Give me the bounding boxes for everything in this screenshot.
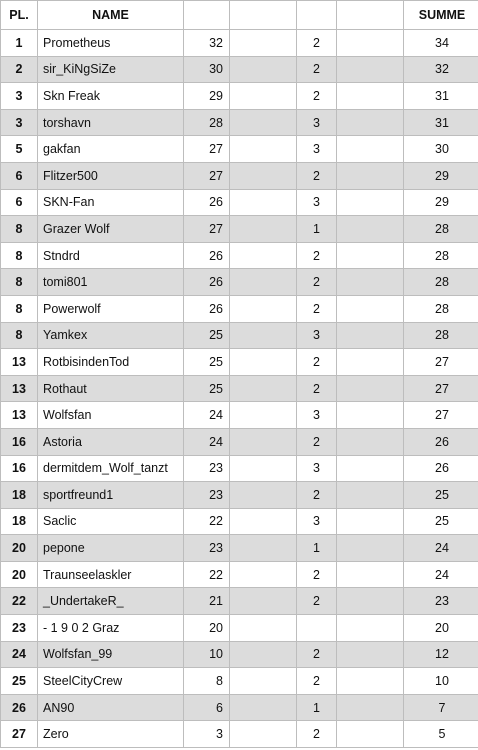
cell-name: torshavn — [38, 109, 184, 136]
cell-col-b — [230, 109, 297, 136]
cell-sum: 20 — [404, 615, 478, 642]
cell-col-a: 25 — [184, 349, 230, 376]
cell-col-d — [337, 56, 404, 83]
cell-col-c: 2 — [297, 242, 337, 269]
cell-sum: 30 — [404, 136, 478, 163]
cell-sum: 26 — [404, 428, 478, 455]
cell-col-c: 2 — [297, 561, 337, 588]
cell-col-a: 25 — [184, 375, 230, 402]
cell-col-a: 27 — [184, 216, 230, 243]
cell-place: 25 — [1, 668, 38, 695]
cell-col-a: 22 — [184, 561, 230, 588]
cell-col-c: 1 — [297, 535, 337, 562]
cell-col-c: 2 — [297, 721, 337, 748]
cell-col-d — [337, 561, 404, 588]
cell-col-b — [230, 189, 297, 216]
cell-col-c — [297, 615, 337, 642]
cell-col-a: 22 — [184, 508, 230, 535]
table-row — [1, 242, 478, 269]
cell-place: 2 — [1, 56, 38, 83]
cell-col-b — [230, 455, 297, 482]
table-row — [1, 402, 478, 429]
table-body — [1, 30, 478, 748]
cell-sum: 5 — [404, 721, 478, 748]
cell-col-c: 2 — [297, 162, 337, 189]
table-row — [1, 561, 478, 588]
cell-col-c: 2 — [297, 641, 337, 668]
cell-place: 3 — [1, 83, 38, 110]
cell-col-d — [337, 455, 404, 482]
header-col-b — [230, 1, 297, 30]
table-row — [1, 295, 478, 322]
cell-col-c: 3 — [297, 455, 337, 482]
cell-col-c: 2 — [297, 428, 337, 455]
table-row — [1, 216, 478, 243]
cell-col-b — [230, 668, 297, 695]
cell-name: - 1 9 0 2 Graz — [38, 615, 184, 642]
cell-name: Saclic — [38, 508, 184, 535]
cell-name: SKN-Fan — [38, 189, 184, 216]
table-row — [1, 428, 478, 455]
cell-sum: 12 — [404, 641, 478, 668]
cell-col-a: 28 — [184, 109, 230, 136]
cell-col-d — [337, 349, 404, 376]
cell-col-d — [337, 588, 404, 615]
cell-name: sir_KiNgSiZe — [38, 56, 184, 83]
cell-sum: 26 — [404, 455, 478, 482]
cell-name: Rothaut — [38, 375, 184, 402]
table-row — [1, 721, 478, 748]
cell-name: Astoria — [38, 428, 184, 455]
cell-col-a: 24 — [184, 428, 230, 455]
cell-sum: 10 — [404, 668, 478, 695]
cell-sum: 28 — [404, 322, 478, 349]
cell-col-a: 3 — [184, 721, 230, 748]
cell-col-a: 20 — [184, 615, 230, 642]
cell-sum: 28 — [404, 269, 478, 296]
cell-sum: 29 — [404, 189, 478, 216]
cell-col-b — [230, 508, 297, 535]
table-row — [1, 668, 478, 695]
table-header-row — [1, 1, 478, 30]
cell-col-a: 26 — [184, 269, 230, 296]
cell-name: sportfreund1 — [38, 482, 184, 509]
cell-col-b — [230, 322, 297, 349]
table-row — [1, 482, 478, 509]
cell-place: 16 — [1, 455, 38, 482]
table-row — [1, 455, 478, 482]
table-row — [1, 136, 478, 163]
cell-col-c: 2 — [297, 83, 337, 110]
cell-name: Prometheus — [38, 30, 184, 57]
cell-col-d — [337, 189, 404, 216]
table-row — [1, 508, 478, 535]
cell-col-b — [230, 588, 297, 615]
cell-col-a: 23 — [184, 535, 230, 562]
cell-sum: 27 — [404, 375, 478, 402]
cell-place: 26 — [1, 694, 38, 721]
cell-name: tomi801 — [38, 269, 184, 296]
cell-col-d — [337, 482, 404, 509]
cell-col-c: 2 — [297, 349, 337, 376]
cell-place: 24 — [1, 641, 38, 668]
cell-col-a: 26 — [184, 242, 230, 269]
header-name: NAME — [38, 1, 184, 30]
cell-col-c: 2 — [297, 375, 337, 402]
cell-col-d — [337, 694, 404, 721]
cell-place: 20 — [1, 535, 38, 562]
table-row — [1, 83, 478, 110]
table-row — [1, 375, 478, 402]
cell-place: 18 — [1, 482, 38, 509]
cell-col-a: 24 — [184, 402, 230, 429]
cell-col-d — [337, 295, 404, 322]
cell-col-d — [337, 83, 404, 110]
cell-col-a: 32 — [184, 30, 230, 57]
cell-place: 3 — [1, 109, 38, 136]
cell-col-c: 3 — [297, 109, 337, 136]
cell-sum: 23 — [404, 588, 478, 615]
cell-col-b — [230, 375, 297, 402]
cell-col-b — [230, 349, 297, 376]
table-row — [1, 56, 478, 83]
cell-name: Zero — [38, 721, 184, 748]
cell-col-b — [230, 83, 297, 110]
cell-sum: 28 — [404, 242, 478, 269]
table-row — [1, 109, 478, 136]
cell-col-c: 1 — [297, 216, 337, 243]
cell-col-d — [337, 109, 404, 136]
cell-place: 8 — [1, 216, 38, 243]
cell-col-b — [230, 615, 297, 642]
cell-col-a: 30 — [184, 56, 230, 83]
cell-place: 13 — [1, 349, 38, 376]
header-col-a — [184, 1, 230, 30]
table-row — [1, 535, 478, 562]
cell-sum: 25 — [404, 482, 478, 509]
cell-col-d — [337, 269, 404, 296]
cell-col-b — [230, 694, 297, 721]
table-row — [1, 269, 478, 296]
cell-sum: 24 — [404, 535, 478, 562]
cell-col-a: 25 — [184, 322, 230, 349]
cell-col-a: 21 — [184, 588, 230, 615]
cell-name: Flitzer500 — [38, 162, 184, 189]
cell-name: Wolfsfan — [38, 402, 184, 429]
cell-col-d — [337, 136, 404, 163]
cell-col-d — [337, 30, 404, 57]
cell-col-b — [230, 269, 297, 296]
cell-place: 23 — [1, 615, 38, 642]
cell-name: gakfan — [38, 136, 184, 163]
cell-sum: 25 — [404, 508, 478, 535]
cell-name: Stndrd — [38, 242, 184, 269]
cell-col-b — [230, 162, 297, 189]
cell-col-d — [337, 535, 404, 562]
cell-col-a: 29 — [184, 83, 230, 110]
cell-place: 22 — [1, 588, 38, 615]
table-row — [1, 615, 478, 642]
cell-col-d — [337, 615, 404, 642]
cell-sum: 28 — [404, 216, 478, 243]
cell-sum: 31 — [404, 83, 478, 110]
cell-col-a: 26 — [184, 295, 230, 322]
cell-col-b — [230, 295, 297, 322]
cell-col-d — [337, 242, 404, 269]
cell-col-c: 2 — [297, 30, 337, 57]
cell-place: 18 — [1, 508, 38, 535]
cell-col-d — [337, 216, 404, 243]
cell-sum: 32 — [404, 56, 478, 83]
cell-name: AN90 — [38, 694, 184, 721]
cell-name: Grazer Wolf — [38, 216, 184, 243]
cell-sum: 29 — [404, 162, 478, 189]
header-col-d — [337, 1, 404, 30]
cell-col-a: 6 — [184, 694, 230, 721]
cell-place: 8 — [1, 269, 38, 296]
cell-name: Traunseelaskler — [38, 561, 184, 588]
cell-col-d — [337, 428, 404, 455]
cell-name: RotbisindenTod — [38, 349, 184, 376]
cell-place: 6 — [1, 189, 38, 216]
cell-col-c: 2 — [297, 588, 337, 615]
table-row — [1, 641, 478, 668]
cell-col-b — [230, 721, 297, 748]
table-row — [1, 322, 478, 349]
cell-name: pepone — [38, 535, 184, 562]
cell-col-b — [230, 561, 297, 588]
cell-name: Skn Freak — [38, 83, 184, 110]
cell-place: 5 — [1, 136, 38, 163]
cell-col-a: 23 — [184, 482, 230, 509]
cell-col-b — [230, 30, 297, 57]
cell-place: 13 — [1, 402, 38, 429]
cell-col-c: 3 — [297, 508, 337, 535]
header-col-c — [297, 1, 337, 30]
cell-place: 16 — [1, 428, 38, 455]
cell-name: Powerwolf — [38, 295, 184, 322]
cell-sum: 27 — [404, 402, 478, 429]
table-row — [1, 694, 478, 721]
cell-col-c: 3 — [297, 402, 337, 429]
header-sum: SUMME — [404, 1, 478, 30]
table-row — [1, 189, 478, 216]
table-row — [1, 30, 478, 57]
cell-place: 20 — [1, 561, 38, 588]
cell-name: Wolfsfan_99 — [38, 641, 184, 668]
cell-col-d — [337, 641, 404, 668]
cell-sum: 31 — [404, 109, 478, 136]
table-row — [1, 588, 478, 615]
cell-sum: 34 — [404, 30, 478, 57]
cell-col-d — [337, 721, 404, 748]
cell-place: 6 — [1, 162, 38, 189]
cell-col-b — [230, 641, 297, 668]
cell-col-d — [337, 508, 404, 535]
cell-col-c: 3 — [297, 136, 337, 163]
cell-col-a: 26 — [184, 189, 230, 216]
cell-sum: 24 — [404, 561, 478, 588]
cell-col-a: 8 — [184, 668, 230, 695]
cell-col-c: 3 — [297, 189, 337, 216]
cell-sum: 27 — [404, 349, 478, 376]
cell-name: _UndertakeR_ — [38, 588, 184, 615]
cell-col-b — [230, 482, 297, 509]
cell-col-a: 27 — [184, 136, 230, 163]
cell-col-b — [230, 242, 297, 269]
cell-sum: 7 — [404, 694, 478, 721]
cell-place: 1 — [1, 30, 38, 57]
cell-col-d — [337, 162, 404, 189]
table-row — [1, 349, 478, 376]
cell-col-b — [230, 136, 297, 163]
header-place: PL. — [1, 1, 38, 30]
cell-col-c: 2 — [297, 56, 337, 83]
cell-col-d — [337, 375, 404, 402]
cell-col-c: 2 — [297, 295, 337, 322]
cell-place: 8 — [1, 242, 38, 269]
cell-col-d — [337, 668, 404, 695]
cell-col-a: 10 — [184, 641, 230, 668]
cell-sum: 28 — [404, 295, 478, 322]
cell-col-b — [230, 56, 297, 83]
cell-place: 27 — [1, 721, 38, 748]
cell-place: 8 — [1, 295, 38, 322]
cell-place: 8 — [1, 322, 38, 349]
cell-col-b — [230, 402, 297, 429]
cell-name: Yamkex — [38, 322, 184, 349]
cell-col-a: 23 — [184, 455, 230, 482]
cell-col-b — [230, 428, 297, 455]
cell-col-b — [230, 535, 297, 562]
cell-name: dermitdem_Wolf_tanzt — [38, 455, 184, 482]
cell-col-b — [230, 216, 297, 243]
cell-col-c: 2 — [297, 668, 337, 695]
cell-col-c: 1 — [297, 694, 337, 721]
cell-col-d — [337, 402, 404, 429]
cell-col-d — [337, 322, 404, 349]
cell-name: SteelCityCrew — [38, 668, 184, 695]
cell-col-c: 2 — [297, 482, 337, 509]
cell-col-a: 27 — [184, 162, 230, 189]
cell-col-c: 2 — [297, 269, 337, 296]
cell-col-c: 3 — [297, 322, 337, 349]
table-row — [1, 162, 478, 189]
cell-place: 13 — [1, 375, 38, 402]
